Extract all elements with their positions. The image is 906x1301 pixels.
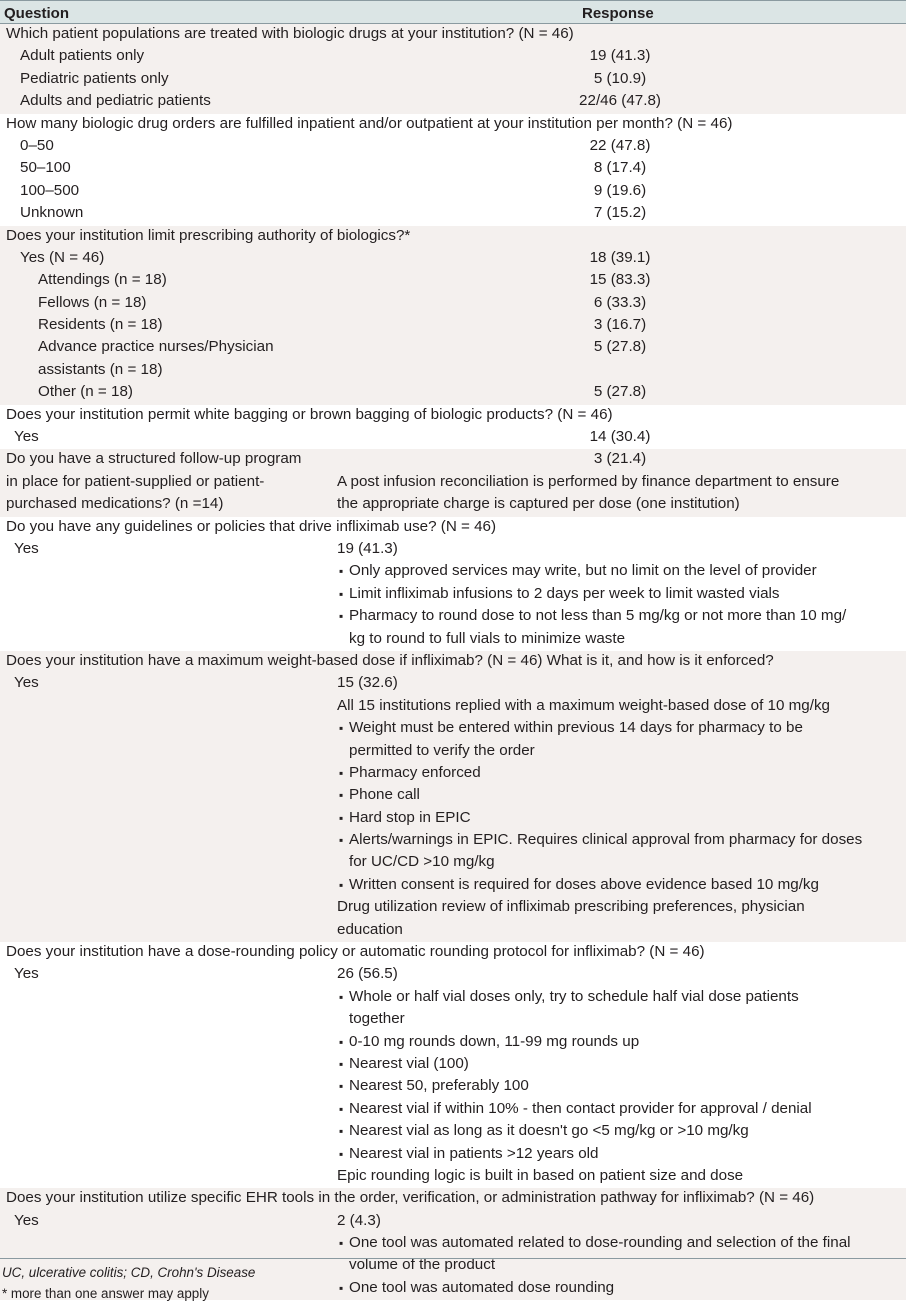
response-text: A post infusion reconciliation is performed by finance department to ensure <box>337 472 840 490</box>
section-dose-rounding <box>0 942 906 1188</box>
response-text: education <box>337 920 403 938</box>
question-row <box>0 1188 906 1210</box>
bullet-row: Written consent is required for doses above evidence based 10 mg/kg <box>0 875 906 897</box>
row-value: 3 (21.4) <box>593 450 647 468</box>
row-label: Yes (N = 46) <box>20 248 105 266</box>
row-label: Other (n = 18) <box>38 383 133 401</box>
table-row-continued <box>0 360 906 382</box>
row-label: Unknown <box>20 204 84 222</box>
bullet-row: Nearest vial as long as it doesn't go <5 mg/kg or >10 mg/kg <box>0 1121 906 1143</box>
section-max-dose <box>0 651 906 942</box>
row-value: 18 (39.1) <box>589 248 651 266</box>
row-value: 19 (41.3) <box>589 47 651 65</box>
row-label: Advance practice nurses/Physician <box>38 338 274 356</box>
row-value: 5 (27.8) <box>593 383 647 401</box>
row-label: Adults and pediatric patients <box>20 92 211 110</box>
row-value: 26 (56.5) <box>337 965 398 983</box>
row-value: 22/46 (47.8) <box>579 92 661 110</box>
row-label: 100–500 <box>20 181 80 199</box>
table-row <box>0 337 906 359</box>
row-label: Yes <box>14 539 39 557</box>
table-row <box>0 964 906 986</box>
bullet-row: Hard stop in EPIC <box>0 808 906 830</box>
row-label: Pediatric patients only <box>20 69 169 87</box>
table-row <box>0 1211 906 1233</box>
bullet-row: Pharmacy to round dose to not less than 5 mg/kg or not more than 10 mg/ <box>0 606 906 628</box>
question-text: Do you have any guidelines or policies that drive infliximab use? (N = 46) <box>6 517 497 535</box>
row-value: 15 (32.6) <box>337 674 398 692</box>
question-text: How many biologic drug orders are fulfilled inpatient and/or outpatient at your institution per month? (N = 46) <box>6 114 733 132</box>
bullet-text: for UC/CD >10 mg/kg <box>349 853 495 871</box>
bullet-row: One tool was automated related to dose-rounding and selection of the final <box>0 1233 906 1255</box>
row-value: 14 (30.4) <box>589 428 651 446</box>
row-value: 2 (4.3) <box>337 1211 381 1229</box>
table-row <box>0 158 906 180</box>
question-text: Does your institution limit prescribing authority of biologics?* <box>6 226 411 244</box>
row-label: Yes <box>14 965 39 983</box>
question-row <box>0 517 906 539</box>
question-row-continued <box>0 472 906 494</box>
bullet-row: Weight must be entered within previous 14 days for pharmacy to be <box>0 718 906 740</box>
section-populations <box>0 24 906 114</box>
row-label: Yes <box>14 1211 39 1229</box>
question-row <box>0 651 906 673</box>
question-row <box>0 405 906 427</box>
response-text: the appropriate charge is captured per dose (one institution) <box>337 495 740 513</box>
question-row <box>0 942 906 964</box>
section-guidelines <box>0 517 906 651</box>
bullet-text: permitted to verify the order <box>349 741 535 759</box>
question-row <box>0 24 906 46</box>
question-row <box>0 114 906 136</box>
table-row <box>0 203 906 225</box>
row-value: 22 (47.8) <box>589 136 651 154</box>
row-value: 7 (15.2) <box>593 204 647 222</box>
table-row <box>0 270 906 292</box>
section-followup <box>0 449 906 516</box>
question-text: Do you have a structured follow-up program <box>6 450 302 468</box>
row-value: 6 (33.3) <box>593 293 647 311</box>
bullet-row: Phone call <box>0 785 906 807</box>
table-row <box>0 91 906 113</box>
bullet-row: Nearest vial if within 10% - then contact provider for approval / denial <box>0 1099 906 1121</box>
response-text: All 15 institutions replied with a maximum weight-based dose of 10 mg/kg <box>337 696 830 714</box>
table-row <box>0 69 906 91</box>
bullet-continued <box>0 629 906 651</box>
bullet-text: kg to round to full vials to minimize waste <box>349 629 626 647</box>
question-text: purchased medications? (n =14) <box>6 495 224 513</box>
response-text: Epic rounding logic is built in based on patient size and dose <box>337 1166 744 1184</box>
row-value: 5 (10.9) <box>593 69 647 87</box>
bullet-row: 0-10 mg rounds down, 11-99 mg rounds up <box>0 1032 906 1054</box>
response-text: Drug utilization review of infliximab prescribing preferences, physician <box>337 898 805 916</box>
response-row <box>0 1166 906 1188</box>
table-row <box>0 539 906 561</box>
bullet-row: Nearest 50, preferably 100 <box>0 1076 906 1098</box>
row-label: Fellows (n = 18) <box>38 293 147 311</box>
question-text: Does your institution have a dose-rounding policy or automatic rounding protocol for infliximab? (N = 46) <box>6 943 705 961</box>
row-label: Adult patients only <box>20 47 145 65</box>
table-row <box>0 248 906 270</box>
row-value: 19 (41.3) <box>337 539 398 557</box>
table-row <box>0 46 906 68</box>
row-value: 9 (19.6) <box>593 181 647 199</box>
row-value: 8 (17.4) <box>593 159 647 177</box>
footnote: * more than one answer may apply <box>2 1286 209 1301</box>
table-row <box>0 293 906 315</box>
bullet-row: Only approved services may write, but no limit on the level of provider <box>0 561 906 583</box>
row-label: Attendings (n = 18) <box>38 271 167 289</box>
response-row <box>0 897 906 919</box>
question-row <box>0 226 906 248</box>
bullet-row: Alerts/warnings in EPIC. Requires clinical approval from pharmacy for doses <box>0 830 906 852</box>
abbreviations-note: UC, ulcerative colitis; CD, Crohn's Disease <box>2 1265 256 1280</box>
question-text: Which patient populations are treated with biologic drugs at your institution? (N = 46) <box>6 25 574 42</box>
section-prescribing <box>0 226 906 405</box>
row-label: Yes <box>14 674 39 692</box>
bullet-row: Nearest vial (100) <box>0 1054 906 1076</box>
row-label: Residents (n = 18) <box>38 316 163 334</box>
table-row <box>0 315 906 337</box>
response-row <box>0 696 906 718</box>
row-label: 50–100 <box>20 159 71 177</box>
bullet-text: together <box>349 1010 405 1028</box>
table-row <box>0 181 906 203</box>
section-bagging <box>0 405 906 450</box>
header-response: Response <box>582 5 654 22</box>
response-row <box>0 920 906 942</box>
row-label: Yes <box>14 428 39 446</box>
row-value: 5 (27.8) <box>593 338 647 356</box>
bullet-row: One tool was automated dose rounding <box>0 1278 906 1300</box>
question-text: Does your institution permit white bagging or brown bagging of biologic products? (N = 46) <box>6 405 613 423</box>
bullet-row: Whole or half vial doses only, try to schedule half vial dose patients <box>0 987 906 1009</box>
table-header <box>0 1 906 24</box>
table-row <box>0 382 906 404</box>
table-row <box>0 673 906 695</box>
bullet-row: Limit infliximab infusions to 2 days per week to limit wasted vials <box>0 584 906 606</box>
row-label: assistants (n = 18) <box>38 360 163 378</box>
question-row <box>0 449 906 471</box>
question-text: in place for patient-supplied or patient- <box>6 472 265 490</box>
section-ehr-tools <box>0 1188 906 1300</box>
table-row <box>0 427 906 449</box>
section-orders <box>0 114 906 226</box>
bullet-row: Nearest vial in patients >12 years old <box>0 1144 906 1166</box>
question-row-continued <box>0 494 906 516</box>
bullet-continued <box>0 741 906 763</box>
row-value: 15 (83.3) <box>589 271 651 289</box>
bullet-row: Pharmacy enforced <box>0 763 906 785</box>
question-text: Does your institution have a maximum weight-based dose if infliximab? (N = 46) What is it, and how is it enforced? <box>6 651 774 669</box>
row-value: 3 (16.7) <box>593 316 647 334</box>
row-label: 0–50 <box>20 136 54 154</box>
table-row <box>0 136 906 158</box>
bullet-continued <box>0 1009 906 1031</box>
bullet-continued <box>0 852 906 874</box>
bullet-text: volume of the product <box>349 1256 496 1274</box>
question-text: Does your institution utilize specific EHR tools in the order, verification, or administration pathway for infliximab? (N = 46) <box>6 1189 815 1207</box>
header-question: Question <box>4 5 70 22</box>
